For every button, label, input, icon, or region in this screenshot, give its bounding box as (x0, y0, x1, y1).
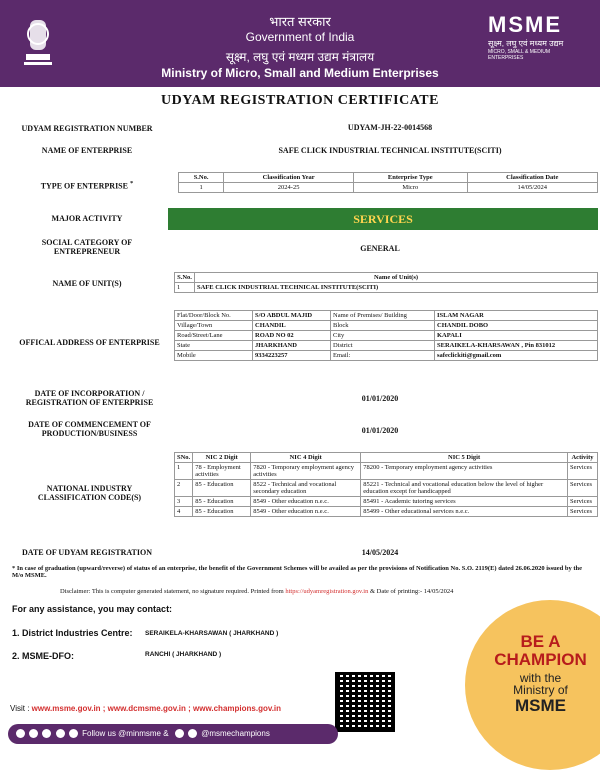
table-cell: 85 - Education (193, 507, 251, 517)
website-links[interactable]: www.msme.gov.in ; www.dcmsme.gov.in ; www.champions.gov.in (31, 704, 282, 713)
table-row (175, 480, 598, 497)
table-header: Activity (568, 453, 598, 463)
table-cell: SAFE CLICK INDUSTRIAL TECHNICAL INSTITUTE(SCITI) (195, 283, 598, 293)
table-cell: Services (568, 480, 598, 497)
table-cell: CHANDIL DOBO (435, 321, 598, 331)
table-cell: 8522 - Technical and vocational secondary education (251, 480, 361, 497)
table-cell: Road/Street/Lane (175, 331, 253, 341)
table-row (175, 283, 598, 293)
youtube-icon[interactable] (69, 729, 78, 738)
table-header: NIC 2 Digit (193, 453, 251, 463)
graduation-note: * In case of graduation (upward/reverse) of status of an enterprise, the benefit of the Government Schemes will be availed as per the provisions of Notification No. S.O. 2119(E) dated 26.06.2020 issued by the M/o MSME. (12, 565, 582, 579)
instagram-icon[interactable] (42, 729, 51, 738)
table-cell: 78 - Employment activities (193, 463, 251, 480)
reg-number-label: UDYAM REGISTRATION NUMBER (21, 124, 153, 133)
table-row (175, 321, 598, 331)
commencement-date-value: 01/01/2020 (361, 426, 399, 435)
major-activity-value: SERVICES (168, 208, 598, 230)
champion-line-1: BE A (520, 632, 561, 651)
table-header: Enterprise Type (354, 173, 467, 183)
table-row (175, 311, 598, 321)
table-cell: District (331, 341, 435, 351)
champion-line-3: with the (519, 670, 562, 685)
champions-handle[interactable]: @msmechampions (201, 729, 270, 738)
nic-code-label: NATIONAL INDUSTRY CLASSIFICATION CODE(S) (37, 484, 142, 503)
table-row (175, 507, 598, 517)
enterprise-name-label: NAME OF ENTERPRISE (41, 146, 133, 155)
table-row (175, 497, 598, 507)
table-header: SNo. (175, 453, 193, 463)
table-cell: Services (568, 497, 598, 507)
enterprise-name-value: SAFE CLICK INDUSTRIAL TECHNICAL INSTITUTE(SCITI) (278, 146, 502, 155)
table-cell: Block (331, 321, 435, 331)
table-cell: 4 (175, 507, 193, 517)
table-header: NIC 4 Digit (251, 453, 361, 463)
table-cell: Micro (354, 183, 467, 193)
udyam-date-value: 14/05/2024 (361, 548, 399, 557)
champion-line-2: CHAMPION (494, 649, 587, 669)
enterprise-type-table (178, 172, 598, 193)
table-header: Classification Date (467, 173, 598, 183)
assistance-heading: For any assistance, you may contact: (12, 604, 173, 614)
table-header: S.No. (175, 273, 195, 283)
address-label: OFFICAL ADDRESS OF ENTERPRISE (19, 338, 160, 347)
disclaimer-note (60, 588, 600, 595)
table-cell: 85 - Education (193, 480, 251, 497)
instagram-icon[interactable] (175, 729, 184, 738)
table-header-row (179, 173, 598, 183)
header-hindi-ministry: सूक्ष्म, लघु एवं मध्यम उद्यम मंत्रालय (225, 50, 375, 64)
print-date: & Date of printing:- 14/05/2024 (369, 588, 454, 595)
table-cell: 2 (175, 480, 193, 497)
table-cell: 85221 - Technical and vocational education below the level of higher education except for handicapped (361, 480, 568, 497)
incorporation-date-value: 01/01/2020 (361, 394, 399, 403)
table-header-row (175, 453, 598, 463)
dic-value: SERAIKELA-KHARSAWAN ( JHARKHAND ) (145, 630, 279, 637)
social-category-value: GENERAL (360, 244, 400, 253)
header-government: Government of India (245, 30, 355, 44)
udyam-portal-link[interactable]: https://udyamregistration.gov.in (285, 588, 369, 595)
nic-code-table (174, 452, 598, 517)
table-cell: 8549 - Other education n.e.c. (251, 507, 361, 517)
unit-name-table (174, 272, 598, 293)
table-cell: safeclickiti@gmail.com (435, 351, 598, 361)
table-header: Classification Year (224, 173, 354, 183)
table-cell: City (331, 331, 435, 341)
enterprise-type-star: * (129, 180, 134, 187)
table-cell: 14/05/2024 (467, 183, 598, 193)
table-cell: 85491 - Academic tutoring services (361, 497, 568, 507)
table-cell: Services (568, 463, 598, 480)
msme-dfo-label: 2. MSME-DFO: (12, 651, 74, 661)
follow-text: Follow us @minmsme & (82, 729, 169, 738)
enterprise-type-label (12, 180, 162, 191)
address-table (174, 310, 598, 361)
table-row (175, 331, 598, 341)
qr-code (335, 672, 395, 732)
msme-logo-word: MSME (488, 12, 562, 37)
social-footer (8, 724, 338, 744)
major-activity-label: MAJOR ACTIVITY (51, 214, 123, 223)
visit-links (10, 704, 281, 713)
msme-logo-hindi: सूक्ष्म, लघु एवं मध्यम उद्यम (488, 39, 564, 48)
national-emblem-icon (18, 10, 58, 72)
disclaimer-text: Disclaimer: This is computer generated statement, no signature required. Printed from (60, 588, 284, 595)
reg-number-value: UDYAM-JH-22-0014568 (347, 123, 433, 132)
twitter-icon[interactable] (56, 729, 65, 738)
table-cell: ROAD NO 02 (253, 331, 331, 341)
table-row (175, 341, 598, 351)
table-cell: 9334223257 (253, 351, 331, 361)
unit-name-label: NAME OF UNIT(S) (52, 279, 122, 288)
table-cell: 8549 - Other education n.e.c. (251, 497, 361, 507)
msme-logo (488, 12, 584, 60)
dic-label: 1. District Industries Centre: (12, 628, 133, 638)
table-cell: 1 (175, 463, 193, 480)
table-cell: Village/Town (175, 321, 253, 331)
msme-dfo-value: RANCHI ( JHARKHAND ) (145, 651, 222, 658)
table-cell: 78200 - Temporary employment agency activities (361, 463, 568, 480)
incorporation-date-label: DATE OF INCORPORATION / REGISTRATION OF ENTERPRISE (25, 389, 154, 408)
table-header: NIC 5 Digit (361, 453, 568, 463)
table-cell: Name of Premises/ Building (331, 311, 435, 321)
table-cell: 85499 - Other educational services n.e.c. (361, 507, 568, 517)
facebook-icon[interactable] (188, 729, 197, 738)
table-cell: 1 (179, 183, 224, 193)
table-cell: JHARKHAND (253, 341, 331, 351)
header-hindi-government: भारत सरकार (269, 14, 331, 29)
table-cell: Mobile (175, 351, 253, 361)
header-banner (0, 0, 600, 87)
linkedin-icon[interactable] (16, 729, 25, 738)
table-cell: 1 (175, 283, 195, 293)
table-cell: Email: (331, 351, 435, 361)
udyam-date-label: DATE OF UDYAM REGISTRATION (21, 548, 152, 557)
table-cell: 3 (175, 497, 193, 507)
commencement-date-label: DATE OF COMMENCEMENT OF PRODUCTION/BUSINESS (28, 420, 151, 439)
enterprise-type-label-text: TYPE OF ENTERPRISE (40, 181, 128, 191)
facebook-icon[interactable] (29, 729, 38, 738)
header-ministry: Ministry of Micro, Small and Medium Enterprises (161, 66, 439, 80)
visit-label: Visit : (10, 704, 30, 713)
table-cell: 7820 - Temporary employment agency activities (251, 463, 361, 480)
table-header: S.No. (179, 173, 224, 183)
champion-line-5: MSME (515, 695, 566, 715)
table-cell: ISLAM NAGAR (435, 311, 598, 321)
table-cell: KAPALI (435, 331, 598, 341)
table-cell: 2024-25 (224, 183, 354, 193)
table-header-row (175, 273, 598, 283)
table-cell: 85 - Education (193, 497, 251, 507)
table-cell: Flat/Door/Block No. (175, 311, 253, 321)
table-header: Name of Unit(s) (195, 273, 598, 283)
table-row (175, 463, 598, 480)
table-row (175, 351, 598, 361)
social-category-label: SOCIAL CATEGORY OF ENTREPRENEUR (41, 238, 133, 257)
table-cell: CHANDIL (253, 321, 331, 331)
table-cell: SERAIKELA-KHARSAWAN , Pin 831012 (435, 341, 598, 351)
table-row (179, 183, 598, 193)
table-cell: S/O ABDUL MAJID (253, 311, 331, 321)
champion-text (478, 633, 600, 715)
certificate-title: UDYAM REGISTRATION CERTIFICATE (161, 93, 439, 108)
table-cell: Services (568, 507, 598, 517)
champion-line-4: Ministry of (513, 683, 568, 698)
table-cell: State (175, 341, 253, 351)
msme-logo-english: MICRO, SMALL & MEDIUM ENTERPRISES (488, 49, 551, 61)
